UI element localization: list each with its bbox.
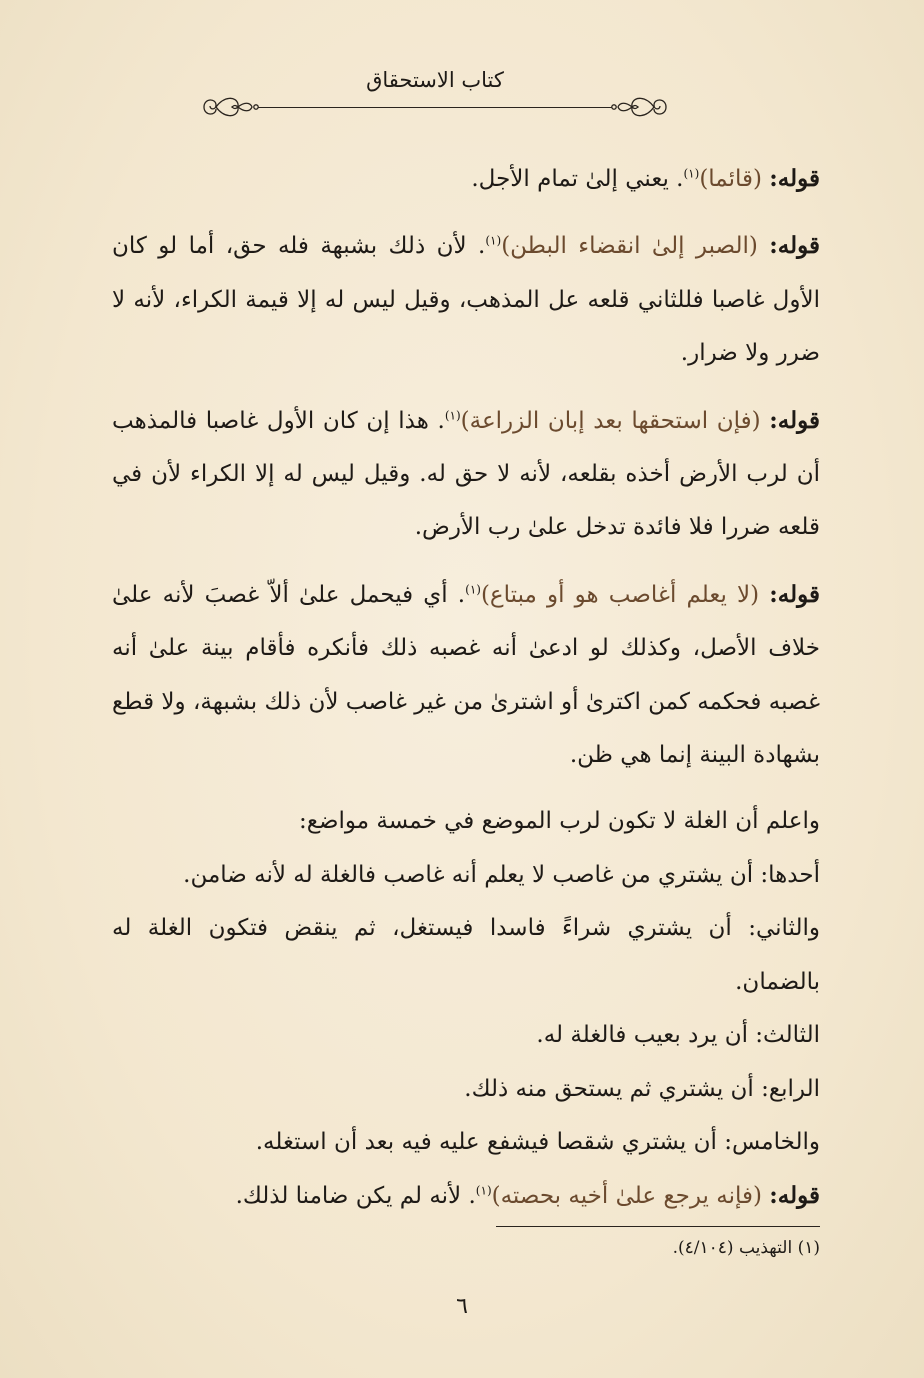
paragraph <box>112 394 820 555</box>
footnote-separator <box>496 1226 820 1227</box>
lead-word: قوله: <box>769 1182 820 1210</box>
quoted-text: (لا يعلم أغاصب هو أو مبتاع) <box>480 581 760 608</box>
commentary-text: . أي فيحمل علىٰ ألاّ غصبَ لأنه علىٰ خلاف الأصل، وكذلك لو ادعىٰ أنه غصبه ذلك فأنكره فأقام بينة علىٰ أنه غصبه فحكمه كمن اكترىٰ أو اشترىٰ من غير غاصب لأن ذلك بشبهة، ولا قطع بشهادة البينة إنما هي ظن. <box>112 581 820 769</box>
page-number: ٦ <box>456 1294 468 1319</box>
footnote-marker: (١) <box>465 582 481 597</box>
paragraph <box>112 152 820 206</box>
list-item: الرابع: أن يشتري ثم يستحق منه ذلك. <box>464 1075 820 1102</box>
paragraph <box>112 219 820 380</box>
scroll-ornament-right-icon <box>608 90 670 124</box>
main-text <box>112 152 820 1224</box>
lead-word: قوله: <box>769 580 820 608</box>
header-title: كتاب الاستحقاق <box>366 68 504 92</box>
footnote: (١) التهذيب (٤/١٠٤). <box>672 1238 820 1258</box>
list-item: الثالث: أن يرد بعيب فالغلة له. <box>536 1022 820 1049</box>
quoted-text: (الصبر إلىٰ انقضاء البطن) <box>501 233 758 260</box>
commentary-text: . يعني إلىٰ تمام الأجل. <box>471 166 684 192</box>
list-item: والخامس: أن يشتري شقصا فيشفع عليه فيه بعد أن استغله. <box>255 1128 820 1155</box>
scroll-ornament-left-icon <box>200 90 262 124</box>
footnote-marker: (١) <box>485 233 502 248</box>
lead-word: قوله: <box>769 165 820 192</box>
footnote-marker: (١) <box>683 166 700 181</box>
lead-word: قوله: <box>769 232 821 260</box>
paragraph <box>112 568 820 783</box>
quoted-text: (فإن استحقها بعد إبان الزراعة) <box>460 407 761 434</box>
running-header <box>200 68 670 138</box>
footnote-marker: (١) <box>444 407 461 422</box>
lead-word: قوله: <box>769 406 820 434</box>
commentary-text: . لأن ذلك بشبهة فله حق، أما لو كان الأول غاصبا فللثاني قلعه عل المذهب، وقيل ليس له إلا قيمة الكراء، لأنه لا ضرر ولا ضرار. <box>112 233 820 367</box>
footnote-marker: (١) <box>475 1183 492 1198</box>
list-intro: واعلم أن الغلة لا تكون لرب الموضع في خمسة مواضع: <box>299 808 820 835</box>
list-item: أحدها: أن يشتري من غاصب لا يعلم أنه غاصب فالغلة له لأنه ضامن. <box>183 861 820 888</box>
header-rule <box>258 107 612 108</box>
commentary-text: . لأنه لم يكن ضامنا لذلك. <box>235 1183 476 1210</box>
commentary-text: . هذا إن كان الأول غاصبا فالمذهب أن لرب الأرض أخذه بقلعه، لأنه لا حق له. وقيل ليس له إلا الكراء لأن في قلعه ضررا فلا فائدة تدخل علىٰ رب الأرض. <box>112 407 820 541</box>
list-item: والثاني: أن يشتري شراءً فاسدا فيستغل، ثم ينقض فتكون الغلة له بالضمان. <box>112 915 820 995</box>
paragraph <box>112 1169 820 1223</box>
quoted-text: (فإنه يرجع علىٰ أخيه بحصته) <box>491 1183 762 1210</box>
quoted-text: (قائما) <box>699 166 762 192</box>
